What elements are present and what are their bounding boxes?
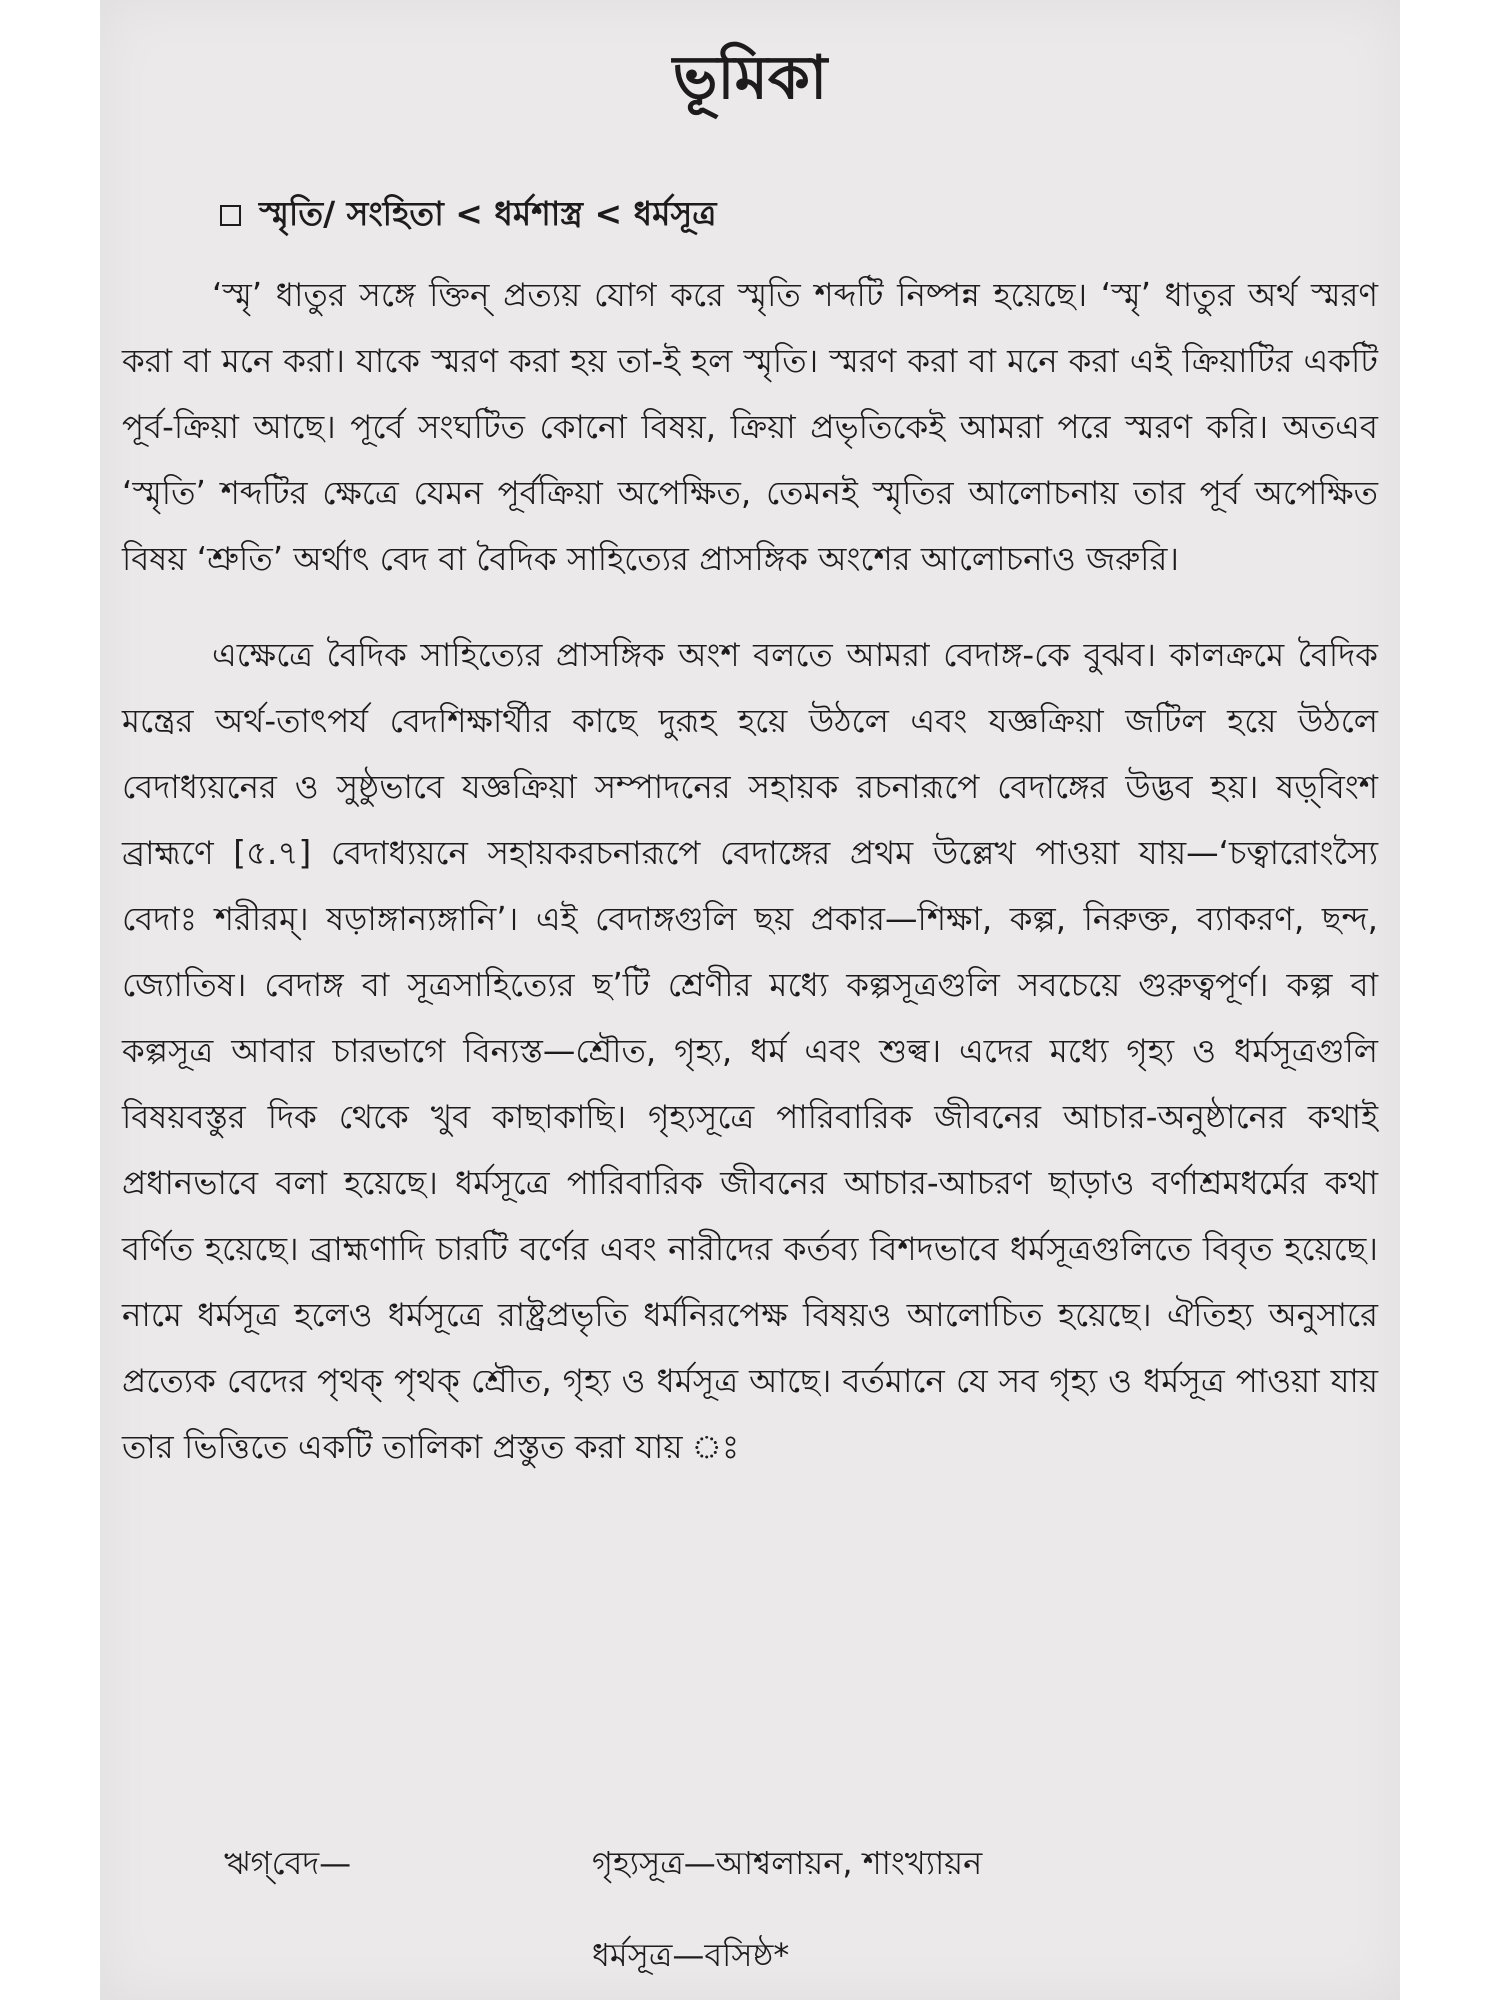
paragraph-1: ‘স্মৃ’ ধাতুর সঙ্গে ক্তিন্‌ প্রত্যয় যোগ করে স্মৃতি শব্দটি নিষ্পন্ন হয়েছে। ‘স্মৃ’ ধাতুর অর্থ স্মরণ করা বা মনে করা। যাকে স্মরণ করা হয় তা-ই হল স্মৃতি। স্মরণ করা বা মনে করা এই ক্রিয়াটির একটি পূর্ব-ক্রিয়া আছে। পূর্বে সংঘটিত কোনো বিষয়, ক্রিয়া প্রভৃতিকেই আমরা পরে স্মরণ করি। অতএব ‘স্মৃতি’ শব্দটির ক্ষেত্রে যেমন পূর্বক্রিয়া অপেক্ষিত, তেমনই স্মৃতির আলোচনায় তার পূর্ব অপেক্ষিত বিষয় ‘শ্রুতি’ অর্থাৎ বেদ বা বৈদিক সাহিত্যের প্রাসঙ্গিক অংশের আলোচনাও জরুরি। [122,276,1378,578]
dharma-sutra-entry: ধর্মসূত্র—বসিষ্ঠ* [592,1936,790,1974]
paragraph-2: এক্ষেত্রে বৈদিক সাহিত্যের প্রাসঙ্গিক অংশ বলতে আমরা বেদাঙ্গ-কে বুঝব। কালক্রমে বৈদিক মন্ত্রের অর্থ-তাৎপর্য বেদশিক্ষার্থীর কাছে দুরূহ হয়ে উঠলে এবং যজ্ঞক্রিয়া জটিল হয়ে উঠলে বেদাধ্যয়নের ও সুষ্ঠুভাবে যজ্ঞক্রিয়া সম্পাদনের সহায়ক রচনারূপে বেদাঙ্গের উদ্ভব হয়। ষড়্‌বিংশ ব্রাহ্মণে [৫.৭] বেদাধ্যয়নে সহায়করচনারূপে বেদাঙ্গের প্রথম উল্লেখ পাওয়া যায়—‘চত্বারোংস্যৈ বেদাঃ শরীরম্‌। ষড়াঙ্গান্যঙ্গানি’। এই বেদাঙ্গগুলি ছয় প্রকার—শিক্ষা, কল্প, নিরুক্ত, ব্যাকরণ, ছন্দ, জ্যোতিষ। বেদাঙ্গ বা সূত্রসাহিত্যের ছ’টি শ্রেণীর মধ্যে কল্পসূত্রগুলি সবচেয়ে গুরুত্বপূর্ণ। কল্প বা কল্পসূত্র আবার চারভাগে বিন্যস্ত—শ্রৌত, গৃহ্য, ধর্ম এবং শুল্ব। এদের মধ্যে গৃহ্য ও ধর্মসূত্রগুলি বিষয়বস্তুর দিক থেকে খুব কাছাকাছি। গৃহ্যসূত্রে পারিবারিক জীবনের আচার-অনুষ্ঠানের কথাই প্রধানভাবে বলা হয়েছে। ধর্মসূত্রে পারিবারিক জীবনের আচার-আচরণ ছাড়াও বর্ণাশ্রমধর্মের কথা বর্ণিত হয়েছে। ব্রাহ্মণাদি চারটি বর্ণের এবং নারীদের কর্তব্য বিশদভাবে ধর্মসূত্রগুলিতে বিবৃত হয়েছে। নামে ধর্মসূত্র হলেও ধর্মসূত্রে রাষ্ট্রপ্রভৃতি ধর্মনিরপেক্ষ বিষয়ও আলোচিত হয়েছে। ঐতিহ্য অনুসারে প্রত্যেক বেদের পৃথক্‌ পৃথক্‌ শ্রৌত, গৃহ্য ও ধর্মসূত্র আছে। বর্তমানে যে সব গৃহ্য ও ধর্মসূত্র পাওয়া যায় তার ভিত্তিতে একটি তালিকা প্রস্তুত করা যায় ঃ [122,636,1378,1466]
checkbox-bullet-icon [220,205,241,226]
body-text [122,262,1378,1480]
book-page [100,0,1400,2000]
veda-name: ঋগ্‌বেদ— [224,1844,352,1882]
sutra-table-row [224,1838,983,1892]
grihya-sutra-entry: গৃহ্যসূত্র—আশ্বলায়ন, শাংখ্যায়ন [592,1844,983,1882]
section-heading [220,188,717,244]
page-title: ভূমিকা [672,43,828,113]
section-heading-text: স্মৃতি/ সংহিতা < ধর্মশাস্ত্র < ধর্মসূত্র [259,194,717,233]
